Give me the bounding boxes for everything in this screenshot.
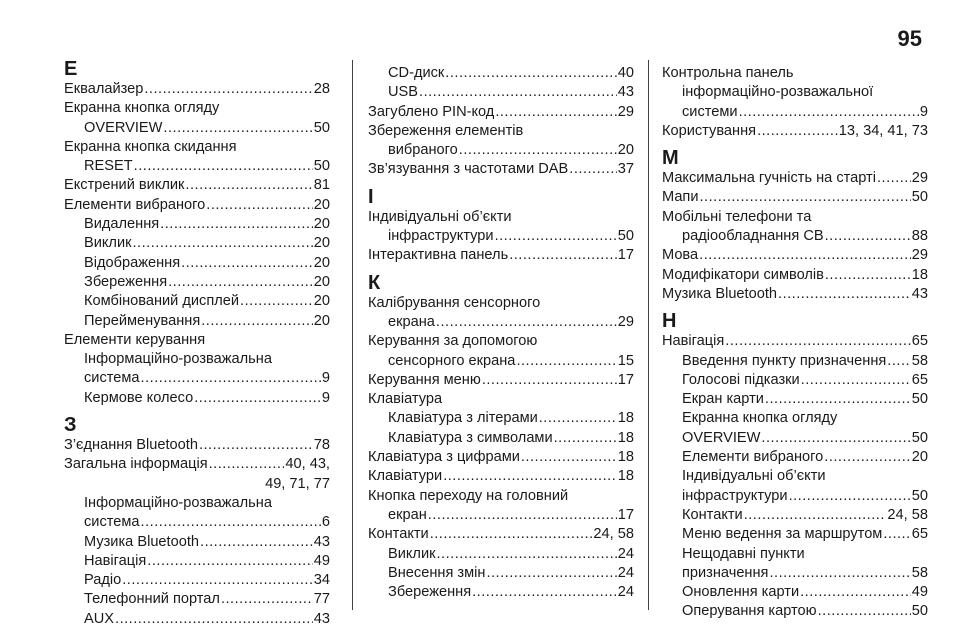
index-entry-page: 50	[911, 429, 928, 446]
dot-leader	[789, 487, 911, 506]
dot-leader	[209, 455, 285, 474]
index-entry-page: 20	[313, 216, 330, 233]
index-entry	[64, 369, 330, 388]
index-entry-label: Максимальна гучність на старті	[662, 170, 876, 187]
index-entry-page: 13, 34, 41, 73	[838, 122, 928, 139]
index-entry-label: Відображення	[84, 254, 181, 271]
index-entry	[368, 141, 634, 160]
index-entry-page: 18	[617, 449, 634, 466]
index-entry	[368, 448, 634, 467]
index-column-2	[368, 64, 634, 602]
index-entry	[662, 506, 928, 525]
index-entry-label: Модифікатори символів	[662, 266, 824, 283]
index-entry-heading: Клавіатура	[368, 391, 443, 408]
index-entry-label: екран	[388, 506, 427, 523]
index-entry-heading: Індивідуальні об’єкти	[368, 208, 512, 225]
index-entry-heading: інформаційно-розважальної	[682, 84, 874, 101]
dot-leader	[445, 64, 616, 83]
index-entry	[368, 564, 634, 583]
index-entry-label: Меню ведення за маршрутом	[682, 526, 883, 543]
index-letter-heading: З	[64, 414, 77, 437]
dot-leader	[194, 389, 321, 408]
index-entry	[64, 119, 330, 138]
index-entry-label: Перейменування	[84, 312, 201, 329]
index-entry-label: Клавіатури	[368, 468, 443, 485]
dot-leader	[516, 352, 616, 371]
index-entry	[662, 352, 928, 371]
index-entry	[662, 227, 928, 246]
index-entry	[662, 429, 928, 448]
index-entry-label: Комбінований дисплей	[84, 293, 240, 310]
index-entry-page: 58	[911, 564, 928, 581]
index-entry	[368, 83, 634, 102]
index-entry-label: Елементи вибраного	[682, 449, 824, 466]
index-entry-page: 18	[911, 266, 928, 283]
index-entry-label: сенсорного екрана	[388, 352, 516, 369]
index-entry	[662, 525, 928, 544]
index-entry-heading: Калібрування сенсорного	[368, 294, 541, 311]
index-entry-page: 50	[313, 119, 330, 136]
dot-leader	[539, 409, 617, 428]
index-entry	[368, 429, 634, 448]
index-entry-page: 20	[911, 449, 928, 466]
index-entry-page: 28	[313, 81, 330, 97]
index-entry	[368, 525, 634, 544]
dot-leader	[443, 467, 617, 486]
index-entry	[64, 312, 330, 331]
index-entry-page: 15	[617, 352, 634, 369]
index-entry-label: З’єднання Bluetooth	[64, 437, 198, 454]
index-letter-heading: Н	[662, 310, 677, 333]
index-entry	[64, 254, 330, 273]
index-entry-label: Кермове колесо	[84, 389, 194, 406]
index-entry	[64, 273, 330, 292]
index-entry	[64, 455, 330, 474]
dot-leader	[185, 176, 312, 195]
dot-leader	[160, 215, 313, 234]
index-entry-page: 29	[617, 313, 634, 330]
index-entry-label: Голосові підказки	[682, 371, 800, 388]
index-entry-label: інфраструктури	[682, 487, 788, 504]
index-entry	[368, 352, 634, 371]
index-entry-page: 20	[313, 254, 330, 271]
index-entry	[368, 545, 634, 564]
index-entry-page: 49	[313, 552, 330, 569]
index-entry-label: Контакти	[368, 526, 429, 543]
index-entry-label: Загальна інформація	[64, 456, 208, 473]
index-entry-label: Навігація	[662, 333, 725, 350]
index-entry-page: 65	[911, 371, 928, 388]
index-entry-label: Зв’язування з частотами DAB	[368, 161, 569, 178]
index-entry-page: 50	[617, 228, 634, 245]
dot-leader	[201, 312, 313, 331]
index-entry-page: 17	[617, 506, 634, 523]
dot-leader	[495, 227, 617, 246]
dot-leader	[134, 157, 313, 176]
index-entry-label: CD-диск	[388, 65, 445, 81]
index-entry-page: 17	[617, 247, 634, 264]
index-entry-page: 29	[617, 103, 634, 120]
dot-leader	[699, 246, 911, 265]
index-entry-page: 49	[911, 584, 928, 601]
index-entry-page: 18	[617, 429, 634, 446]
index-entry-label: Мова	[662, 247, 699, 264]
index-entry-label: Клавіатура з цифрами	[368, 449, 520, 466]
index-entry	[662, 487, 928, 506]
index-entry-heading: Екранна кнопка скидання	[64, 138, 237, 155]
index-entry-page: 29	[911, 170, 928, 187]
dot-leader	[133, 234, 313, 253]
index-entry-page: 37	[617, 161, 634, 178]
index-entry	[64, 215, 330, 234]
index-entry-page: 40, 43,	[285, 456, 330, 473]
index-entry-page: 29	[911, 247, 928, 264]
index-entry-label: Мапи	[662, 189, 699, 206]
column-divider	[648, 60, 649, 610]
index-column-1	[64, 58, 330, 629]
index-letter-heading: Е	[64, 58, 78, 80]
index-entry	[662, 564, 928, 583]
dot-leader	[486, 564, 616, 583]
index-entry-label: Радіо	[84, 572, 122, 589]
index-entry-label: Виклик	[388, 545, 436, 562]
index-entry-label: AUX	[84, 610, 115, 627]
index-entry	[662, 169, 928, 188]
dot-leader	[163, 119, 312, 138]
index-entry-page-continuation: 49, 71, 77	[265, 475, 330, 492]
dot-leader	[739, 103, 919, 122]
index-entry-page: 43	[617, 84, 634, 101]
dot-leader	[144, 80, 312, 99]
index-entry-page: 18	[617, 468, 634, 485]
dot-leader	[769, 564, 910, 583]
index-entry-page: 43	[313, 610, 330, 627]
dot-leader	[521, 448, 617, 467]
index-entry-label: Навігація	[84, 552, 147, 569]
index-entry-label: інфраструктури	[388, 228, 494, 245]
dot-leader	[554, 429, 617, 448]
index-entry	[662, 448, 928, 467]
dot-leader	[778, 285, 911, 304]
index-entry-label: Оновлення карти	[682, 584, 800, 601]
dot-leader	[141, 369, 321, 388]
dot-leader	[495, 103, 616, 122]
dot-leader	[181, 254, 313, 273]
dot-leader	[419, 83, 617, 102]
index-entry-page: 50	[911, 189, 928, 206]
index-entry-heading: Контрольна панель	[662, 65, 794, 81]
index-entry-page: 58	[911, 352, 928, 369]
dot-leader	[509, 246, 617, 265]
dot-leader	[825, 227, 911, 246]
index-entry	[662, 602, 928, 621]
dot-leader	[472, 583, 617, 602]
index-entry-page: 20	[313, 293, 330, 310]
index-entry-page: 24	[617, 564, 634, 581]
index-entry	[662, 332, 928, 351]
dot-leader	[818, 602, 911, 621]
index-entry-label: Користування	[662, 122, 757, 139]
index-entry-label: OVERVIEW	[84, 119, 163, 136]
index-letter-heading: І	[368, 185, 374, 208]
index-entry-label: радіообладнання CB	[682, 228, 824, 245]
index-entry-label: системи	[682, 103, 738, 120]
index-entry-heading: Індивідуальні об’єкти	[682, 468, 826, 485]
dot-leader	[115, 610, 313, 629]
index-entry-label: Елементи вибраного	[64, 196, 206, 213]
index-entry-page: 65	[911, 526, 928, 543]
index-entry-heading: Інформаційно-розважальна	[84, 494, 272, 511]
dot-leader	[141, 513, 321, 532]
index-entry	[64, 80, 330, 99]
index-entry-page: 40	[617, 65, 634, 81]
index-entry-label: Загублено PIN-код	[368, 103, 495, 120]
index-entry	[64, 552, 330, 571]
index-entry	[368, 313, 634, 332]
index-entry	[64, 176, 330, 195]
index-entry	[662, 188, 928, 207]
dot-leader	[437, 545, 617, 564]
index-entry-page: 9	[321, 370, 330, 387]
index-entry-page: 24	[617, 584, 634, 601]
index-entry-page: 20	[617, 142, 634, 159]
dot-leader	[459, 141, 617, 160]
dot-leader	[199, 436, 313, 455]
dot-leader	[761, 429, 910, 448]
index-entry-heading: Інформаційно-розважальна	[84, 351, 272, 368]
index-entry	[368, 409, 634, 428]
index-entry	[64, 571, 330, 590]
index-entry-label: Клавіатура з літерами	[388, 410, 538, 427]
index-entry	[64, 436, 330, 455]
index-letter-heading: М	[662, 147, 679, 170]
index-entry	[64, 292, 330, 311]
index-entry-page: 43	[313, 533, 330, 550]
index-entry-page: 9	[321, 389, 330, 406]
index-entry-label: Клавіатура з символами	[388, 429, 553, 446]
index-entry	[662, 246, 928, 265]
column-divider	[352, 60, 353, 610]
index-entry-page: 65	[911, 333, 928, 350]
dot-leader	[824, 448, 911, 467]
index-entry-page: 20	[313, 196, 330, 213]
index-entry-heading: Екранна кнопка огляду	[682, 410, 838, 427]
dot-leader	[122, 571, 313, 590]
index-entry-label: Музика Bluetooth	[662, 285, 778, 302]
index-entry-heading: Керування за допомогою	[368, 333, 538, 350]
page-number: 95	[897, 26, 922, 51]
index-entry	[662, 266, 928, 285]
index-entry-page: 24, 58	[593, 526, 634, 543]
index-entry-page: 88	[911, 228, 928, 245]
dot-leader	[200, 533, 313, 552]
dot-leader	[168, 273, 313, 292]
dot-leader	[765, 390, 911, 409]
index-entry	[64, 389, 330, 408]
dot-leader	[482, 371, 617, 390]
index-column-3	[662, 64, 928, 622]
dot-leader	[428, 506, 617, 525]
index-entry-label: RESET	[84, 158, 133, 175]
dot-leader	[883, 525, 910, 544]
index-entry-heading: Кнопка переходу на головний	[368, 487, 569, 504]
index-entry-label: вибраного	[388, 142, 458, 159]
index-entry	[64, 533, 330, 552]
index-entry-label: Збереження	[84, 273, 168, 290]
index-entry	[368, 160, 634, 179]
index-entry-page: 20	[313, 312, 330, 329]
index-entry	[662, 390, 928, 409]
index-entry	[64, 157, 330, 176]
index-entry-page: 50	[313, 158, 330, 175]
index-entry	[662, 122, 928, 141]
index-entry	[368, 227, 634, 246]
index-entry-label: Оперування картою	[682, 603, 817, 620]
dot-leader	[436, 313, 617, 332]
index-entry-page: 81	[313, 177, 330, 194]
index-entry-page: 78	[313, 437, 330, 454]
index-entry-label: Інтерактивна панель	[368, 247, 509, 264]
index-entry	[64, 513, 330, 532]
index-entry-page: 34	[313, 572, 330, 589]
dot-leader	[221, 590, 313, 609]
index-entry-page: 9	[919, 103, 928, 120]
index-entry-label: Видалення	[84, 216, 160, 233]
index-entry	[368, 467, 634, 486]
index-letter-heading: К	[368, 271, 381, 294]
index-entry-label: Телефонний портал	[84, 591, 220, 608]
index-entry-page: 77	[313, 591, 330, 608]
index-entry-label: призначення	[682, 564, 769, 581]
index-entry-heading: Екранна кнопка огляду	[64, 100, 220, 117]
index-entry-label: Контакти	[682, 506, 743, 523]
index-entry-label: Екран карти	[682, 391, 764, 408]
index-entry-heading: Збереження елементів	[368, 122, 524, 139]
index-entry-page: 6	[321, 514, 330, 531]
dot-leader	[757, 122, 838, 141]
index-entry-page: 17	[617, 371, 634, 388]
index-entry-label: Внесення змін	[388, 564, 486, 581]
index-entry-page: 50	[911, 391, 928, 408]
index-entry-label: Збереження	[388, 584, 472, 601]
index-entry	[64, 610, 330, 629]
index-entry	[368, 64, 634, 83]
index-entry	[368, 583, 634, 602]
index-entry	[64, 590, 330, 609]
index-entry-heading: Елементи керування	[64, 331, 206, 348]
index-entry-page: 20	[313, 273, 330, 290]
index-entry-label: Виклик	[84, 235, 132, 252]
index-entry-page: 50	[911, 603, 928, 620]
index-entry-label: Введення пункту призначення	[682, 352, 887, 369]
index-entry-label: Екстрений виклик	[64, 177, 185, 194]
index-entry-page: 20	[313, 235, 330, 252]
index-entry	[368, 103, 634, 122]
index-entry-label: OVERVIEW	[682, 429, 761, 446]
index-entry	[368, 246, 634, 265]
index-entry	[662, 103, 928, 122]
dot-leader	[240, 292, 313, 311]
index-entry-heading: Мобільні телефони та	[662, 208, 812, 225]
dot-leader	[700, 188, 911, 207]
index-entry	[368, 506, 634, 525]
index-entry-page: 43	[911, 285, 928, 302]
dot-leader	[430, 525, 593, 544]
index-entry	[662, 371, 928, 390]
index-entry-page: 24	[617, 545, 634, 562]
index-entry	[368, 371, 634, 390]
index-entry-page: 50	[911, 487, 928, 504]
index-entry	[64, 196, 330, 215]
index-entry	[662, 285, 928, 304]
dot-leader	[744, 506, 887, 525]
index-entry-label: система	[84, 514, 140, 531]
dot-leader	[206, 196, 313, 215]
index-entry-label: Еквалайзер	[64, 81, 144, 97]
dot-leader	[800, 583, 911, 602]
index-entry-label: система	[84, 370, 140, 387]
dot-leader	[725, 332, 910, 351]
dot-leader	[569, 160, 616, 179]
index-entry-heading: Нещодавні пункти	[682, 545, 805, 562]
index-entry-page: 18	[617, 410, 634, 427]
index-entry-label: Керування меню	[368, 371, 481, 388]
index-entry	[64, 234, 330, 253]
index-entry	[662, 583, 928, 602]
dot-leader	[825, 266, 911, 285]
dot-leader	[887, 352, 910, 371]
index-entry-label: USB	[388, 84, 419, 101]
index-entry-label: Музика Bluetooth	[84, 533, 200, 550]
index-entry-label: екрана	[388, 313, 435, 330]
index-entry-page: 24, 58	[887, 506, 928, 523]
dot-leader	[801, 371, 911, 390]
dot-leader	[147, 552, 312, 571]
dot-leader	[877, 169, 911, 188]
